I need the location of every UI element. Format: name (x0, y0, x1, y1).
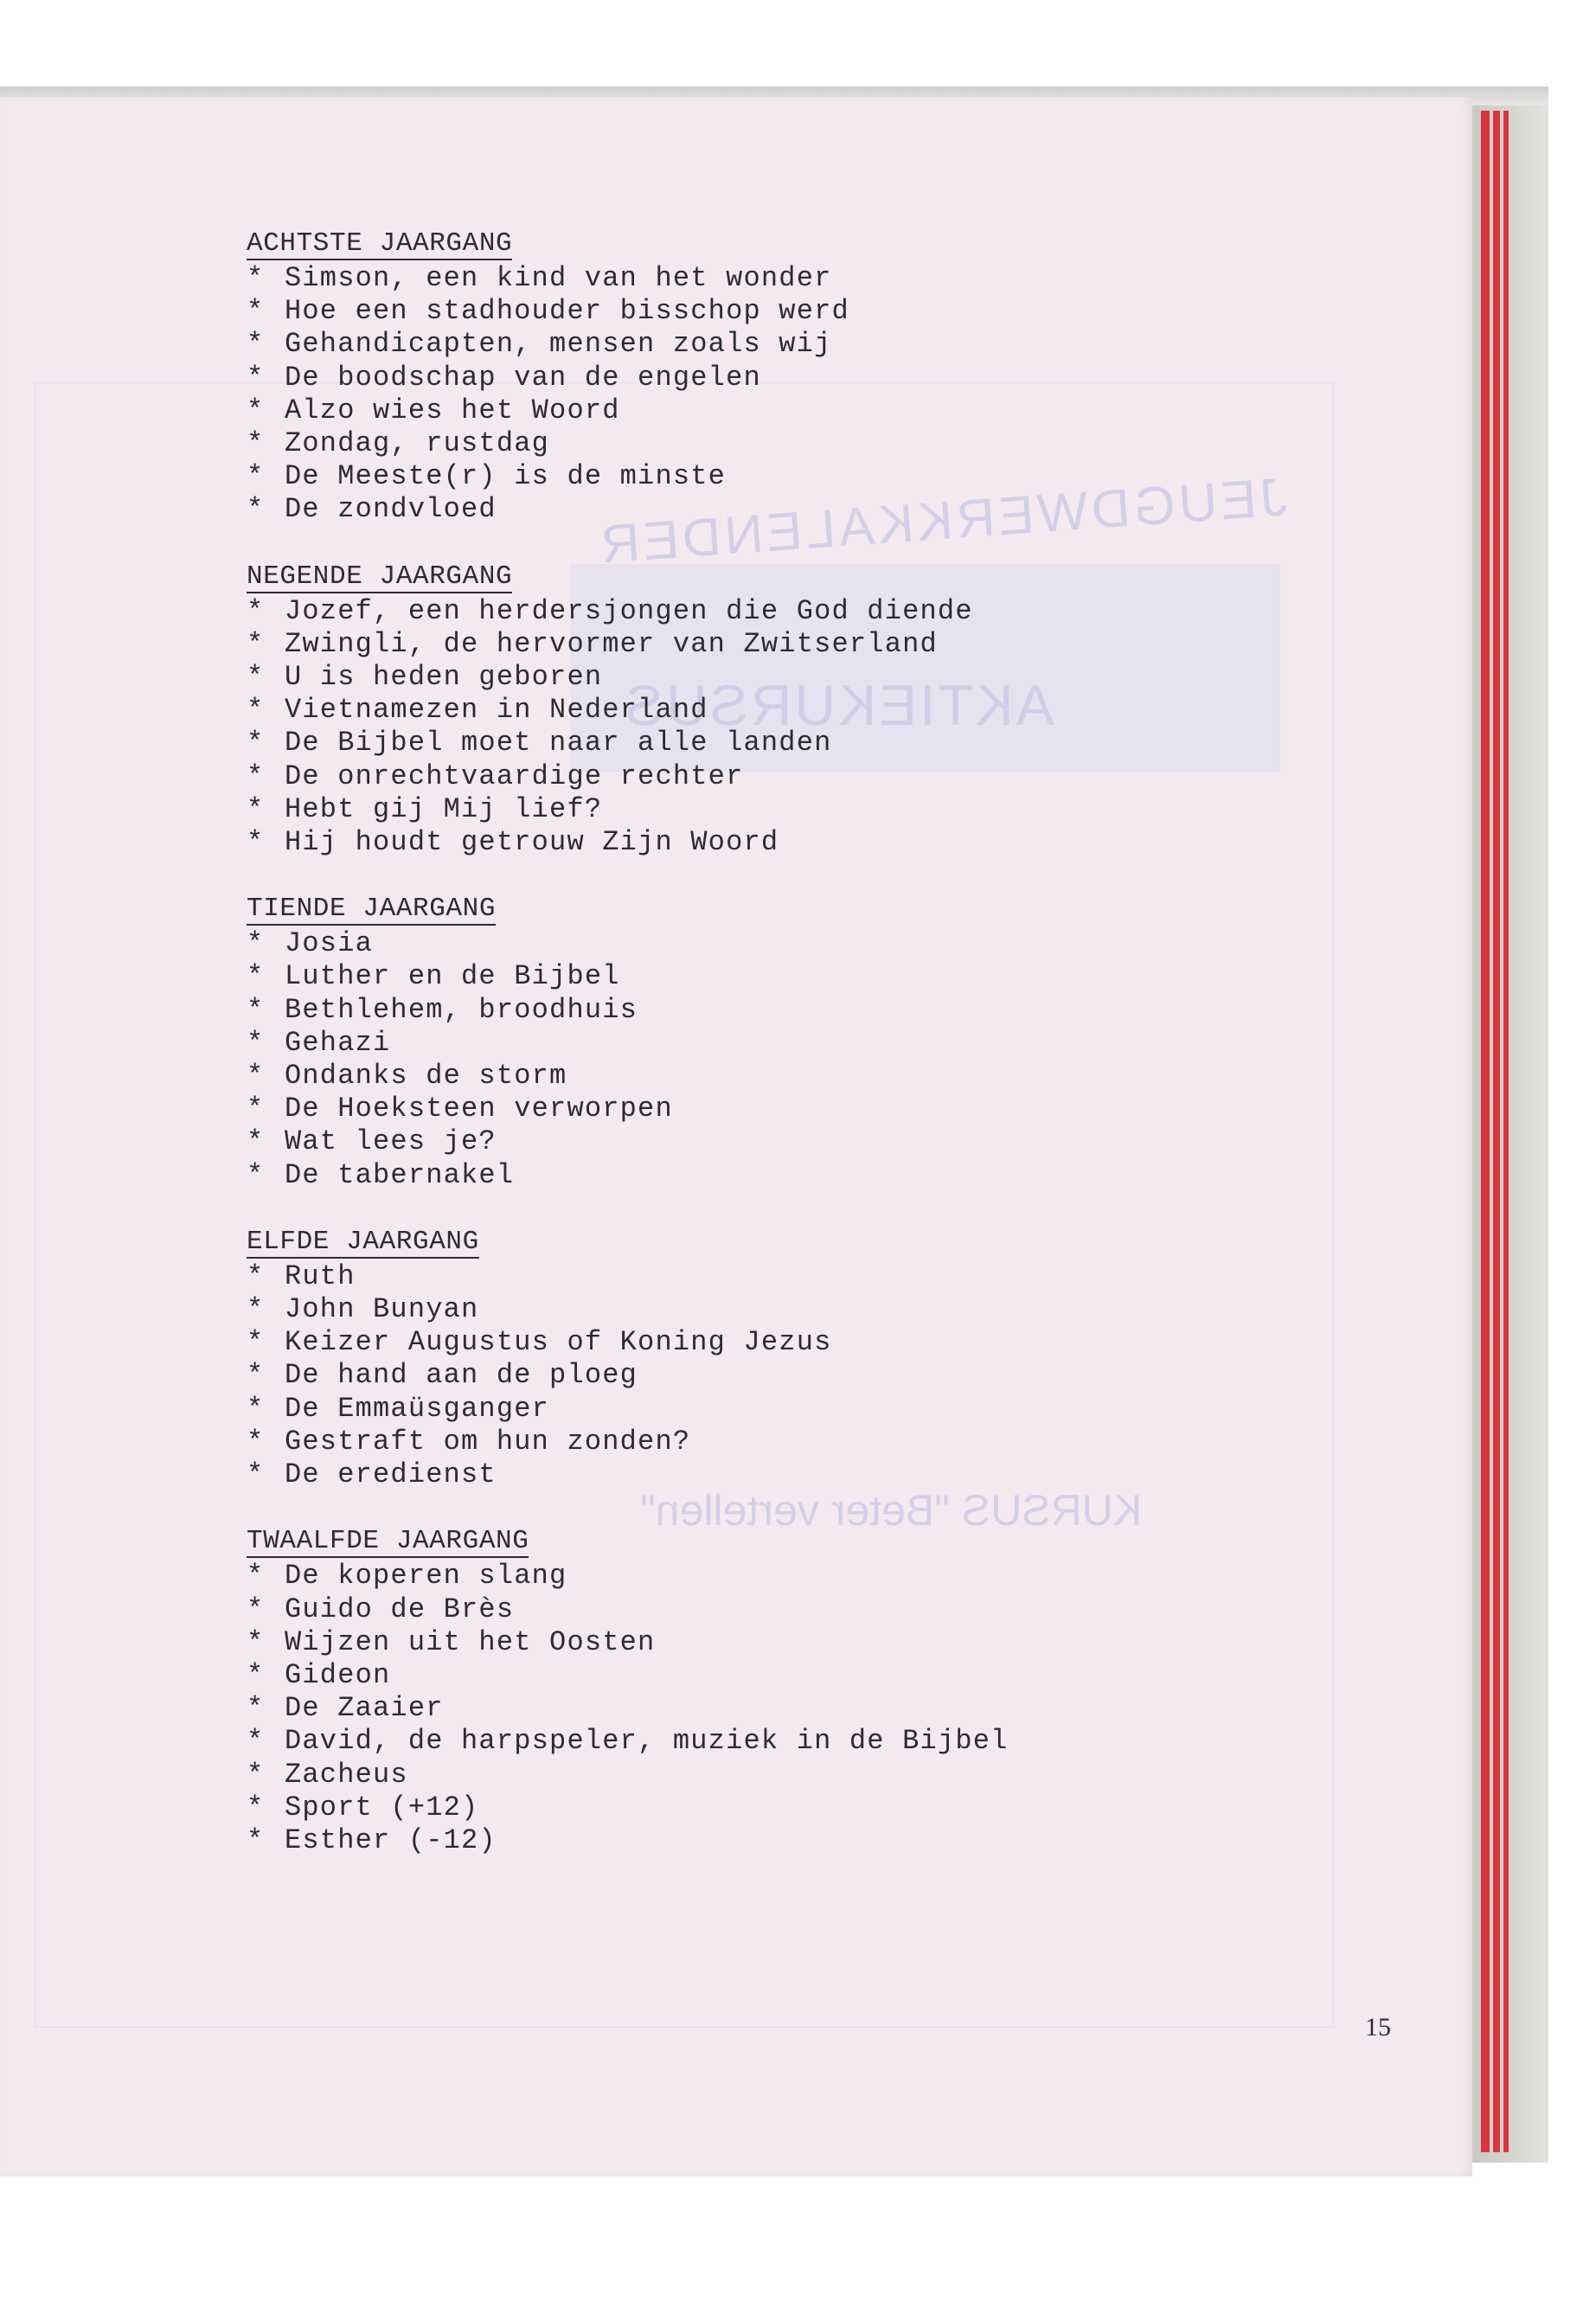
bullet-star: * (247, 1791, 265, 1823)
list-item (247, 694, 1371, 727)
bullet-star: * (247, 394, 265, 426)
bullet-star: * (247, 760, 265, 792)
bullet-star: * (247, 792, 265, 825)
list-item (247, 1159, 1371, 1192)
jaargang-heading: ACHTSTE JAARGANG (247, 228, 513, 259)
list-item-text: De Emmaüsganger (285, 1392, 550, 1425)
bullet-star: * (247, 1425, 265, 1458)
bullet-star: * (247, 993, 265, 1026)
red-page-edge (1493, 111, 1500, 2152)
show-through-course-title-2: KURSUS "Beter vertellen" (640, 1486, 1143, 1535)
bullet-star: * (247, 727, 265, 760)
list-item-text: Bethlehem, broodhuis (285, 993, 638, 1026)
list-item (247, 727, 1371, 760)
bullet-star: * (247, 694, 265, 727)
bullet-star: * (247, 1458, 265, 1491)
list-item-text: Zacheus (285, 1758, 408, 1791)
bullet-star: * (247, 1093, 265, 1125)
bullet-star: * (247, 1259, 265, 1292)
list-item-text: David, de harpspeler, muziek in de Bijbel (285, 1725, 1009, 1758)
bullet-star: * (247, 1758, 265, 1791)
list-item-text: Hoe een stadhouder bisschop werd (285, 295, 849, 328)
bullet-star: * (247, 460, 265, 493)
list-item-text: Gehazi (285, 1026, 391, 1059)
bullet-star: * (247, 1725, 265, 1758)
jaargang-section (247, 892, 1371, 1192)
list-item-text: De tabernakel (285, 1158, 515, 1191)
bullet-star: * (247, 427, 265, 460)
bullet-star: * (247, 1658, 265, 1691)
list-item (247, 493, 1371, 526)
jaargang-heading: NEGENDE JAARGANG (247, 561, 513, 592)
list-item-text: John Bunyan (285, 1293, 479, 1326)
list-item-text: De hand aan de ploeg (285, 1359, 638, 1392)
list-item (247, 362, 1371, 394)
list-item (247, 595, 1371, 628)
bullet-star: * (247, 1125, 265, 1158)
show-through-course-title: AKTIEKURSUS (623, 673, 1054, 737)
list-item-text: Ruth (285, 1259, 356, 1292)
list-item-text: De Meeste(r) is de minste (285, 460, 727, 493)
red-page-edge (1503, 111, 1509, 2152)
bullet-star: * (247, 1326, 265, 1359)
list-item (247, 1393, 1371, 1426)
list-item-text: Jozef, een herdersjongen die God diende (285, 594, 973, 627)
list-item (247, 295, 1371, 328)
list-item (247, 1692, 1371, 1725)
list-item (247, 1824, 1371, 1857)
bullet-star: * (247, 927, 265, 960)
bullet-star: * (247, 1293, 265, 1326)
bullet-star: * (247, 361, 265, 394)
bullet-star: * (247, 328, 265, 361)
list-item-text: De boodschap van de engelen (285, 361, 761, 394)
list-item (247, 1458, 1371, 1491)
list-item-text: De eredienst (285, 1458, 497, 1491)
jaargang-heading: TIENDE JAARGANG (247, 894, 497, 925)
bullet-star: * (247, 1823, 265, 1856)
list-item (247, 1626, 1371, 1659)
bullet-star: * (247, 1359, 265, 1392)
list-item (247, 1260, 1371, 1293)
bullet-star: * (247, 295, 265, 328)
list-item-text: De Bijbel moet naar alle landen (285, 727, 832, 760)
list-item (247, 1359, 1371, 1392)
list-item (247, 1725, 1371, 1758)
list-item-text: Simson, een kind van het wonder (285, 262, 832, 294)
list-item (247, 427, 1371, 460)
list-item-text: De Hoeksteen verworpen (285, 1093, 673, 1125)
bullet-star: * (247, 826, 265, 859)
list-item-text: Zwingli, de hervormer van Zwitserland (285, 627, 938, 660)
list-item-text: Guido de Brès (285, 1593, 515, 1625)
list-item (247, 1293, 1371, 1326)
list-item (247, 1326, 1371, 1359)
list-item-text: De onrechtvaardige rechter (285, 760, 744, 792)
list-item (247, 1593, 1371, 1626)
course-list (247, 227, 1371, 1890)
bullet-star: * (247, 1593, 265, 1625)
list-item (247, 826, 1371, 859)
list-item-text: Ondanks de storm (285, 1060, 567, 1093)
list-item (247, 262, 1371, 295)
list-item-text: U is heden geboren (285, 661, 603, 694)
bullet-star: * (247, 1026, 265, 1059)
bullet-star: * (247, 493, 265, 526)
list-item-text: Wijzen uit het Oosten (285, 1625, 656, 1658)
list-item-text: Gestraft om hun zonden? (285, 1425, 691, 1458)
list-item (247, 1659, 1371, 1692)
list-item (247, 760, 1371, 793)
list-item (247, 793, 1371, 826)
list-item (247, 328, 1371, 361)
list-item (247, 1060, 1371, 1093)
jaargang-section (247, 1225, 1371, 1491)
list-item (247, 1426, 1371, 1458)
list-item (247, 927, 1371, 960)
list-item-text: Hij houdt getrouw Zijn Woord (285, 826, 779, 859)
list-item-text: De koperen slang (285, 1560, 567, 1593)
list-item-text: Zondag, rustdag (285, 427, 550, 460)
jaargang-section (247, 560, 1371, 860)
list-item-text: De zondvloed (285, 493, 497, 526)
list-item (247, 394, 1371, 427)
list-item-text: Hebt gij Mij lief? (285, 792, 603, 825)
list-item-text: Luther en de Bijbel (285, 960, 620, 993)
bullet-star: * (247, 1625, 265, 1658)
list-item (247, 1560, 1371, 1593)
list-item-text: Alzo wies het Woord (285, 394, 620, 426)
bullet-star: * (247, 1392, 265, 1425)
list-item (247, 1759, 1371, 1791)
list-item-text: De Zaaier (285, 1692, 444, 1725)
jaargang-section (247, 227, 1371, 527)
list-item (247, 628, 1371, 661)
list-item (247, 661, 1371, 694)
bullet-star: * (247, 594, 265, 627)
red-page-edge (1481, 111, 1490, 2152)
bullet-star: * (247, 627, 265, 660)
jaargang-heading: ELFDE JAARGANG (247, 1226, 479, 1257)
list-item-text: Esther (-12) (285, 1823, 497, 1856)
list-item-text: Vietnamezen in Nederland (285, 694, 708, 727)
list-item (247, 460, 1371, 493)
list-item-text: Sport (+12) (285, 1791, 479, 1823)
bullet-star: * (247, 1692, 265, 1725)
page-number: 15 (1365, 2013, 1391, 2041)
bullet-star: * (247, 661, 265, 694)
list-item (247, 1791, 1371, 1824)
list-item (247, 960, 1371, 993)
list-item (247, 1027, 1371, 1060)
bullet-star: * (247, 262, 265, 294)
bullet-star: * (247, 1158, 265, 1191)
show-through-banner-title: JEUGDWERKKALENDER (595, 467, 1289, 575)
list-item (247, 1125, 1371, 1158)
list-item (247, 1093, 1371, 1125)
bullet-star: * (247, 960, 265, 993)
bullet-star: * (247, 1560, 265, 1593)
list-item (247, 994, 1371, 1027)
jaargang-heading: TWAALFDE JAARGANG (247, 1526, 529, 1557)
list-item-text: Gehandicapten, mensen zoals wij (285, 328, 832, 361)
list-item-text: Josia (285, 927, 374, 960)
list-item-text: Keizer Augustus of Koning Jezus (285, 1326, 832, 1359)
bullet-star: * (247, 1060, 265, 1093)
list-item-text: Gideon (285, 1658, 391, 1691)
list-item-text: Wat lees je? (285, 1125, 497, 1158)
jaargang-section (247, 1524, 1371, 1857)
